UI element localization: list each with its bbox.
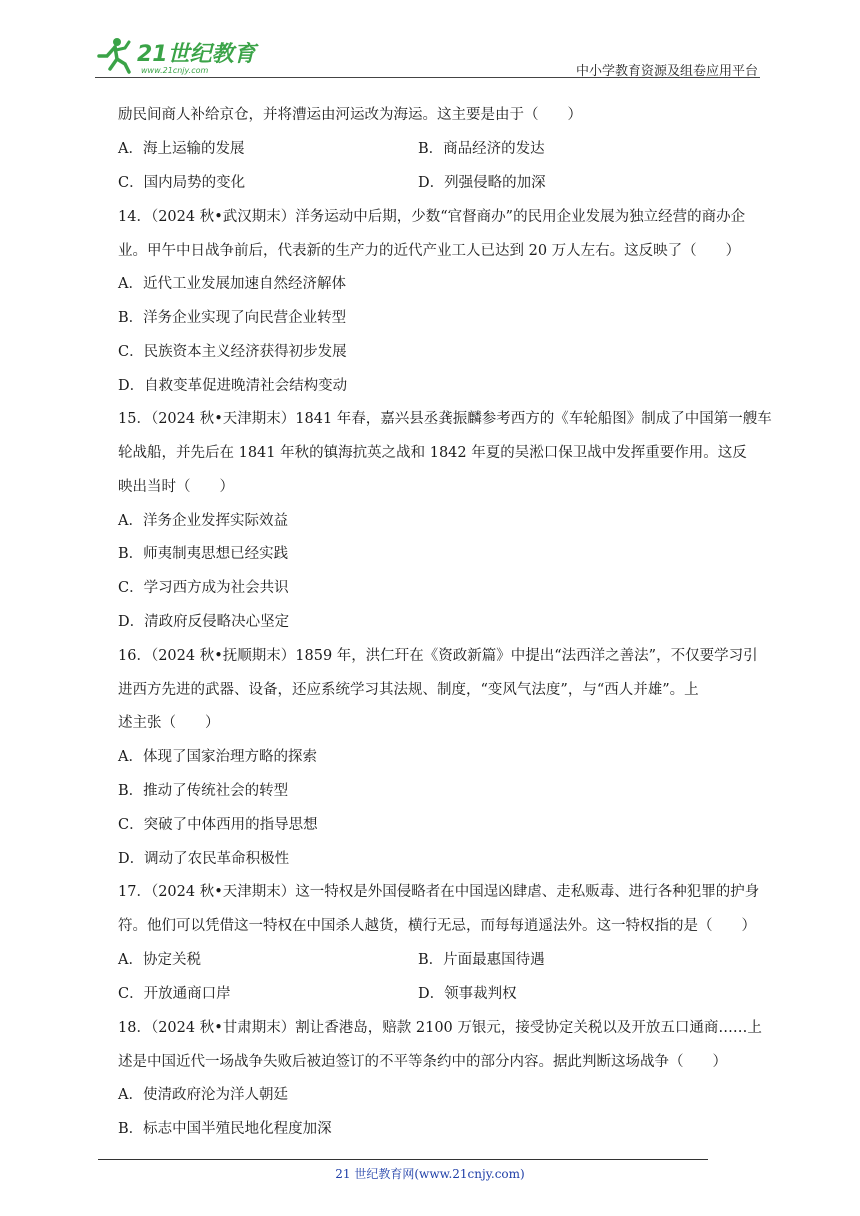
option-c: C．开放通商口岸 <box>118 986 231 1002</box>
question-18-line-1: 18．（2024 秋•甘肃期末）割让香港岛，赔款 2100 万银元，接受协定关税以及开放五口通商……上 <box>118 1020 762 1036</box>
option-d: D．列强侵略的加深 <box>418 175 546 191</box>
option-a: A．体现了国家治理方略的探索 <box>118 749 317 765</box>
question-15-line-1: 15．（2024 秋•天津期末）1841 年春，嘉兴县丞龚振麟参考西方的《车轮船图》制成了中国第一艘车 <box>118 411 772 427</box>
option-b: B．商品经济的发达 <box>418 141 545 157</box>
option-a: A．海上运输的发展 <box>118 141 245 157</box>
question-16-line-3: 述主张（ ） <box>118 715 220 731</box>
option-a: A．洋务企业发挥实际效益 <box>118 513 288 529</box>
option-d: D．自救变革促进晚清社会结构变动 <box>118 378 348 394</box>
question-15-line-2: 轮战船，并先后在 1841 年秋的镇海抗英之战和 1842 年夏的吴淞口保卫战中发挥重要作用。这反 <box>118 445 747 461</box>
question-14-line-1: 14．（2024 秋•武汉期末）洋务运动中后期，少数“官督商办”的民用企业发展为独立经营的商办企 <box>118 209 746 225</box>
footer-divider <box>98 1159 708 1160</box>
question-14-line-2: 业。甲午中日战争前后，代表新的生产力的近代产业工人已达到 20 万人左右。这反映了（ ） <box>118 243 741 259</box>
question-16-line-1: 16．（2024 秋•抚顺期末）1859 年，洪仁玕在《资政新篇》中提出“法西洋之善法”，不仅要学习引 <box>118 648 758 664</box>
option-b: B．师夷制夷思想已经实践 <box>118 546 289 562</box>
option-d: D．调动了农民革命积极性 <box>118 851 290 867</box>
question-16-line-2: 进西方先进的武器、设备，还应系统学习其法规、制度，“变风气法度”，与“西人并雄”。上 <box>118 682 699 698</box>
option-b: B．标志中国半殖民地化程度加深 <box>118 1121 332 1137</box>
option-a: A．近代工业发展加速自然经济解体 <box>118 276 346 292</box>
header-divider <box>95 77 760 78</box>
footer-link[interactable]: 21 世纪教育网(www.21cnjy.com) <box>335 1167 525 1181</box>
option-b: B．推动了传统社会的转型 <box>118 783 289 799</box>
site-logo <box>95 34 265 76</box>
option-b: B．片面最惠国待遇 <box>418 952 545 968</box>
header-platform-label: 中小学教育资源及组卷应用平台 <box>575 64 758 79</box>
option-d: D．清政府反侵略决心坚定 <box>118 614 290 630</box>
question-18-line-2: 述是中国近代一场战争失败后被迫签订的不平等条约中的部分内容。据此判断这场战争（ ） <box>118 1054 727 1070</box>
svg-text:21世纪教育: 21世纪教育 <box>137 42 256 67</box>
option-c: C．学习西方成为社会共识 <box>118 580 289 596</box>
option-c: C．国内局势的变化 <box>118 175 246 191</box>
option-d: D．领事裁判权 <box>418 986 517 1002</box>
question-17-line-2: 符。他们可以凭借这一特权在中国杀人越货，横行无忌，而每每逍遥法外。这一特权指的是（ ） <box>118 918 756 934</box>
option-a: A．协定关税 <box>118 952 201 968</box>
option-c: C．民族资本主义经济获得初步发展 <box>118 344 347 360</box>
page-header <box>95 30 760 78</box>
question-text-line: 励民间商人补给京仓，并将漕运由河运改为海运。这主要是由于（ ） <box>118 107 582 123</box>
svg-text:www.21cnjy.com: www.21cnjy.com <box>141 66 209 75</box>
option-c: C．突破了中体西用的指导思想 <box>118 817 318 833</box>
question-17-line-1: 17．（2024 秋•天津期末）这一特权是外国侵略者在中国逞凶肆虐、走私贩毒、进行各种犯罪的护身 <box>118 884 760 900</box>
option-b: B．洋务企业实现了向民营企业转型 <box>118 310 347 326</box>
question-15-line-3: 映出当时（ ） <box>118 479 234 495</box>
option-a: A．使清政府沦为洋人朝廷 <box>118 1087 288 1103</box>
